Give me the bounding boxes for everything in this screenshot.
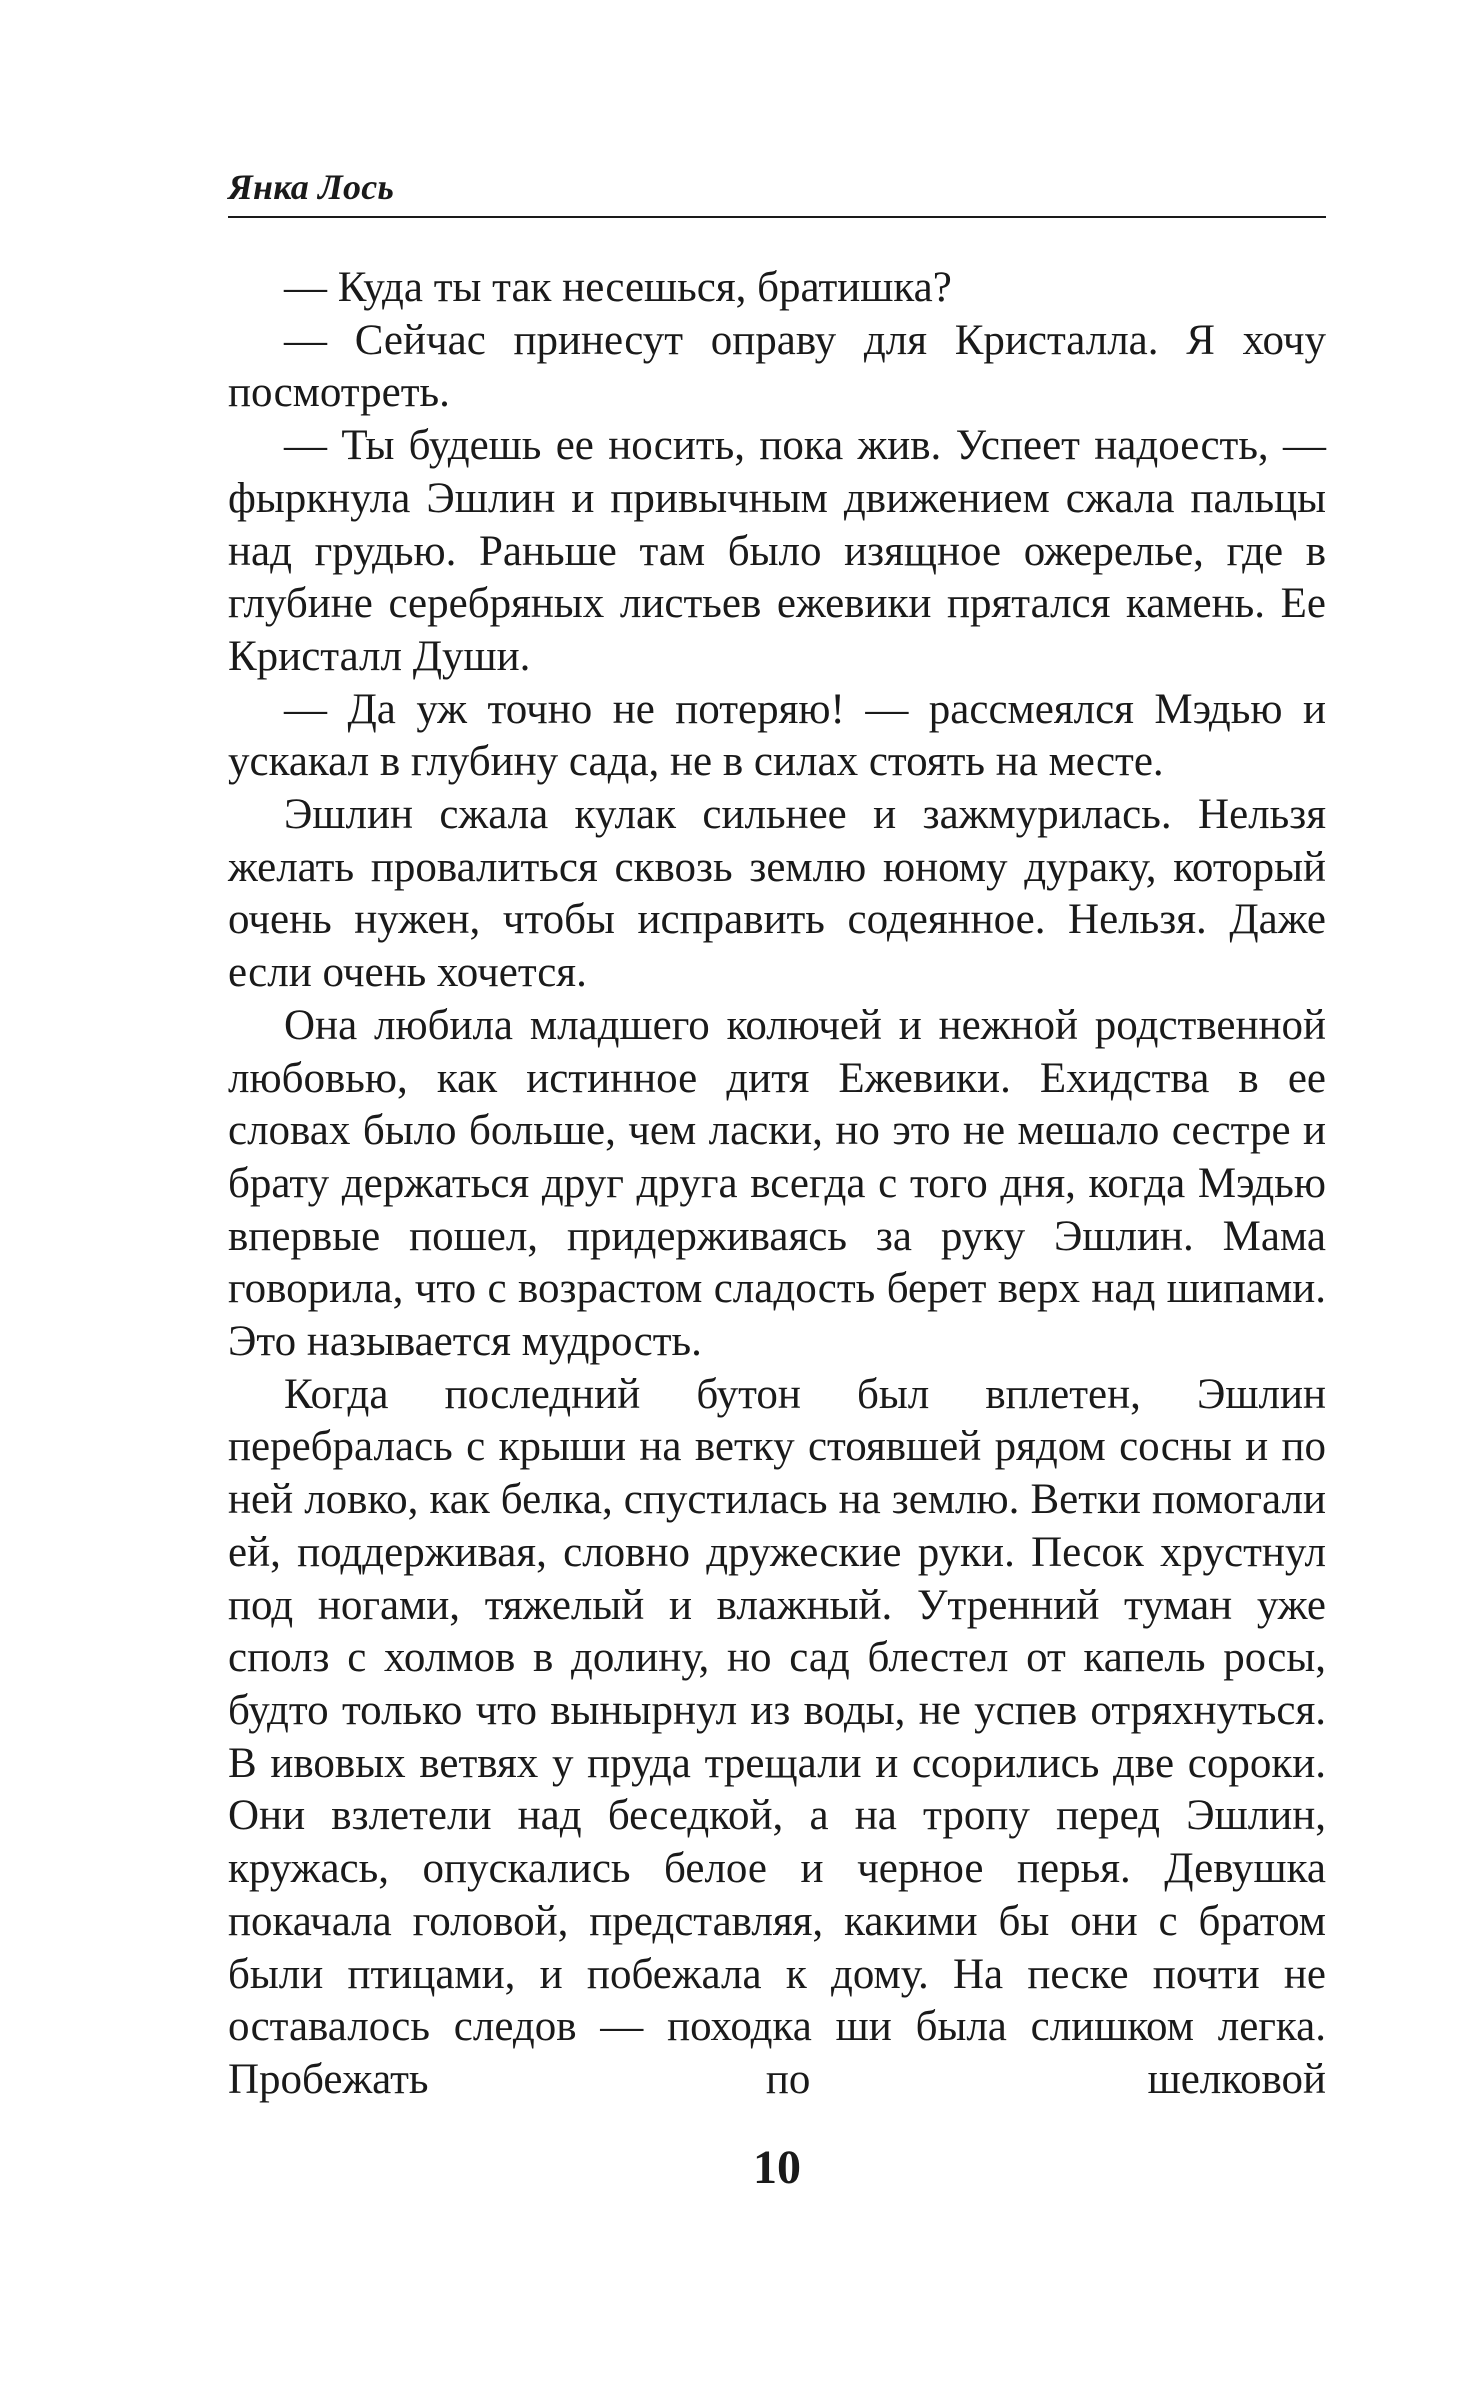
- paragraph: Эшлин сжала кулак сильнее и зажмурилась. Нельзя желать провалиться сквозь землю юному дураку, который очень нужен, чтобы исправить содеянное. Нельзя. Даже если очень хочется.: [228, 791, 1326, 997]
- paragraph: — Сейчас принесут оправу для Кристалла. Я хочу посмотреть.: [228, 316, 1326, 417]
- page-number: 10: [753, 2141, 801, 2194]
- paragraph: — Ты будешь ее носить, пока жив. Успеет надоесть, — фыркнула Эшлин и привычным движением сжала пальцы над грудью. Раньше там было изящное ожерелье, где в глубине серебряных листьев ежевики прятался камень. Ее Кристалл Души.: [228, 422, 1326, 680]
- paragraph: — Да уж точно не потеряю! — рассмеялся Мэдью и ускакал в глубину сада, не в силах стоять на месте.: [228, 685, 1326, 786]
- header-rule: [228, 216, 1326, 218]
- body-text: [228, 262, 1326, 2107]
- paragraph: Когда последний бутон был вплетен, Эшлин перебралась с крыши на ветку стоявшей рядом сосны и по ней ловко, как белка, спустилась на землю. Ветки помогали ей, поддерживая, словно дружеские руки. Песок хрустнул под ногами, тяжелый и влажный. Утренний туман уже сполз с холмов в долину, но сад блестел от капель росы, будто только что вынырнул из воды, не успев отряхнуться. В ивовых ветвях у пруда трещали и ссорились две сороки. Они взлетели над беседкой, а на тропу перед Эшлин, кружась, опускались белое и черное перья. Девушка покачала головой, представляя, какими бы они с братом были птицами, и побежала к дому. На песке почти не оставалось следов — походка ши была слишком легка. Пробежать по шелковой: [228, 1370, 1326, 2103]
- paragraph: — Куда ты так несешься, братишка?: [284, 264, 952, 311]
- running-head-author: Янка Лось: [228, 167, 395, 207]
- paragraph: Она любила младшего колючей и нежной родственной любовью, как истинное дитя Ежевики. Ехидства в ее словах было больше, чем ласки, но это не мешало сестре и брату держаться друг друга всегда с того дня, когда Мэдью впервые пошел, придерживаясь за руку Эшлин. Мама говорила, что с возрастом сладость берет верх над шипами. Это называется мудрость.: [228, 1001, 1326, 1366]
